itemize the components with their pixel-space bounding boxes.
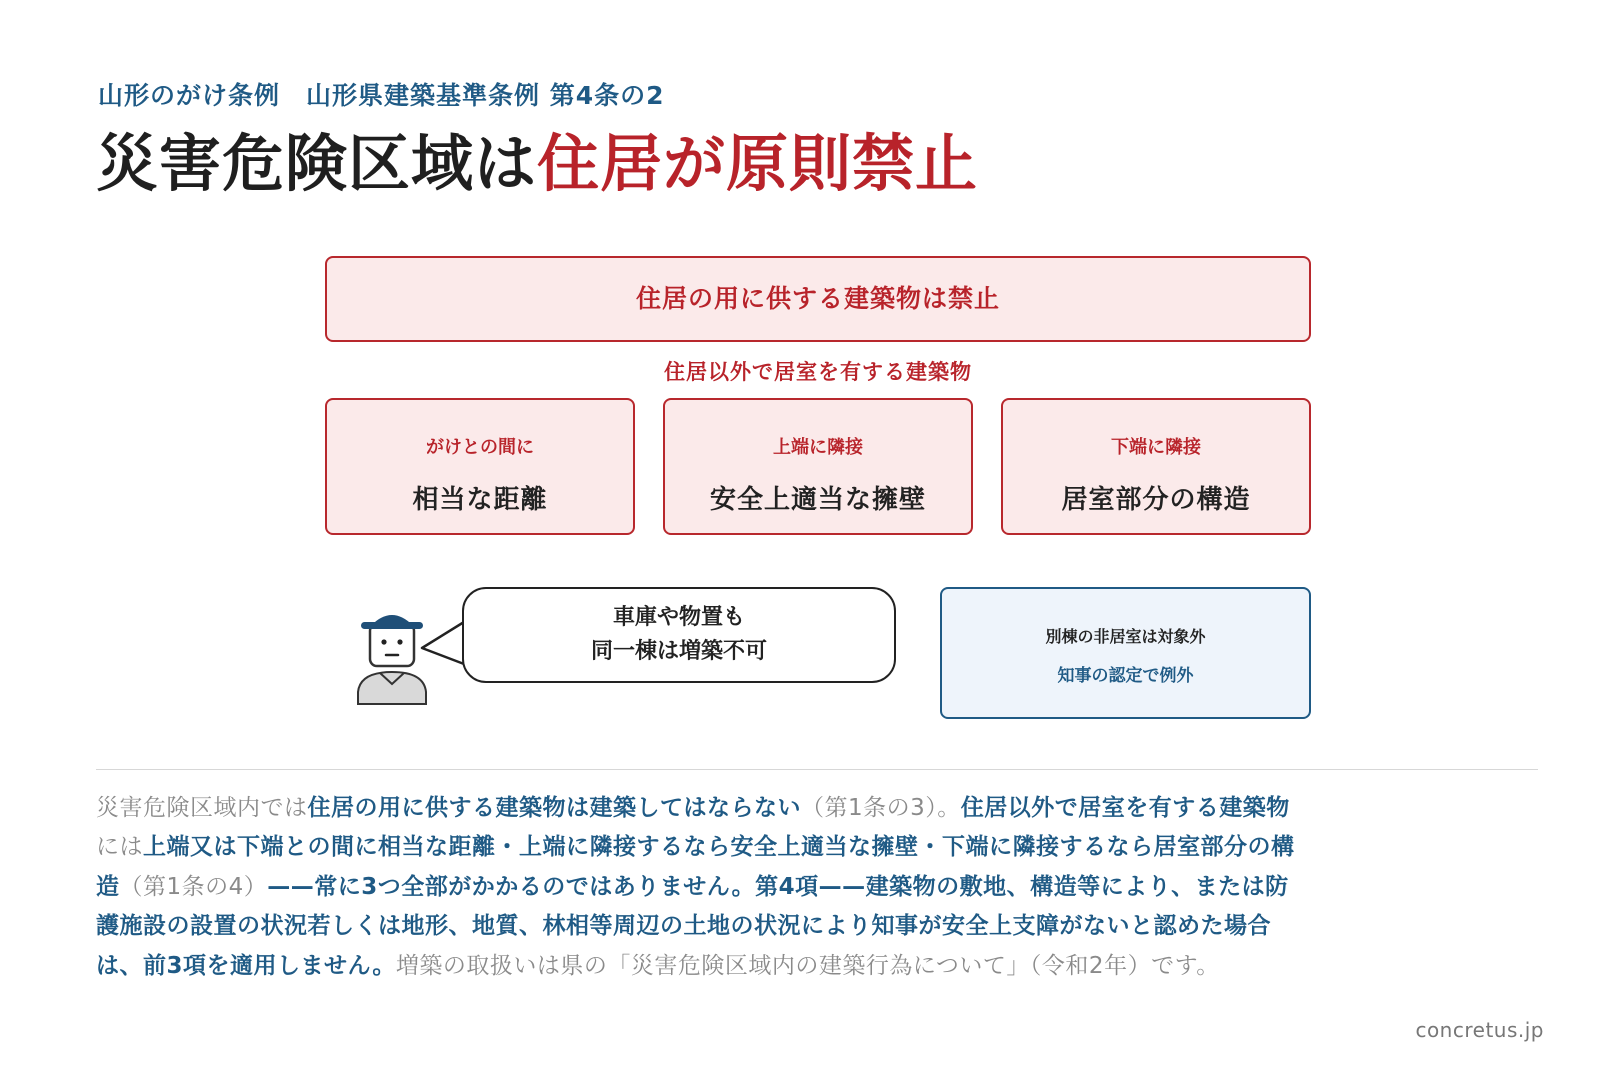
prohibition-box: 住居の用に供する建築物は禁止	[325, 256, 1311, 342]
condition-card-retaining-wall	[663, 398, 973, 535]
paragraph-segment: 増築の取扱いは県の「災害危険区域内の建築行為について」（令和2年）です。	[395, 952, 1220, 979]
title-accent: 住居が原則禁止	[537, 127, 979, 200]
title-plain: 災害危険区域は	[96, 127, 538, 200]
condition-small-label: がけとの間に	[426, 437, 534, 458]
divider	[96, 769, 1538, 770]
condition-small-label: 上端に隣接	[773, 437, 863, 458]
page-title	[96, 127, 979, 200]
paragraph-segment: 災害危険区域内では	[96, 795, 308, 821]
speech-bubble	[462, 587, 896, 683]
exception-note-box	[940, 587, 1311, 719]
condition-main-label: 相当な距離	[412, 485, 548, 515]
condition-card-distance	[325, 398, 635, 535]
condition-main-label: 居室部分の構造	[1061, 485, 1251, 515]
paragraph-segment: （第1条の3）。	[801, 795, 961, 821]
paragraph-segment: （第1条の4）	[119, 873, 268, 900]
exception-line-2: 知事の認定で例外	[1057, 666, 1194, 686]
speech-line-1: 車庫や物置も	[612, 605, 745, 630]
subtitle: 山形のがけ条例 山形県建築基準条例 第4条の2	[98, 81, 665, 110]
non-residential-label: 住居以外で居室を有する建築物	[664, 360, 972, 384]
paragraph-segment-emphasis: 住居以外で居室を有する建築物	[960, 795, 1290, 821]
paragraph-segment-emphasis: 上端又は下端との間に相当な距離・上端に隣接するなら安全上適当な擁壁・下端に隣接するなら居室部分の構造	[96, 834, 1295, 900]
paragraph-segment-emphasis: ——常に3つ全部がかかるのではありません。第4項——建築物の敷地、構造等により、または防護施設の設置の状況若しくは地形、地質、林相等周辺の土地の状況により知事が安全上支障がないと認めた場合は、前3項を適用しません。	[96, 873, 1289, 979]
speech-line-2: 同一棟は増築不可	[590, 639, 767, 664]
explanation-paragraph	[96, 789, 1296, 986]
condition-main-label: 安全上適当な擁壁	[709, 485, 926, 515]
condition-small-label: 下端に隣接	[1111, 437, 1201, 458]
exception-line-1: 別棟の非居室は対象外	[1045, 627, 1206, 646]
speech-tail-icon	[418, 618, 468, 678]
site-credit: concretus.jp	[1415, 1018, 1544, 1042]
condition-card-structure	[1001, 398, 1311, 535]
paragraph-segment-emphasis: 住居の用に供する建築物は建築してはならない	[307, 795, 801, 821]
paragraph-segment: には	[96, 834, 143, 861]
